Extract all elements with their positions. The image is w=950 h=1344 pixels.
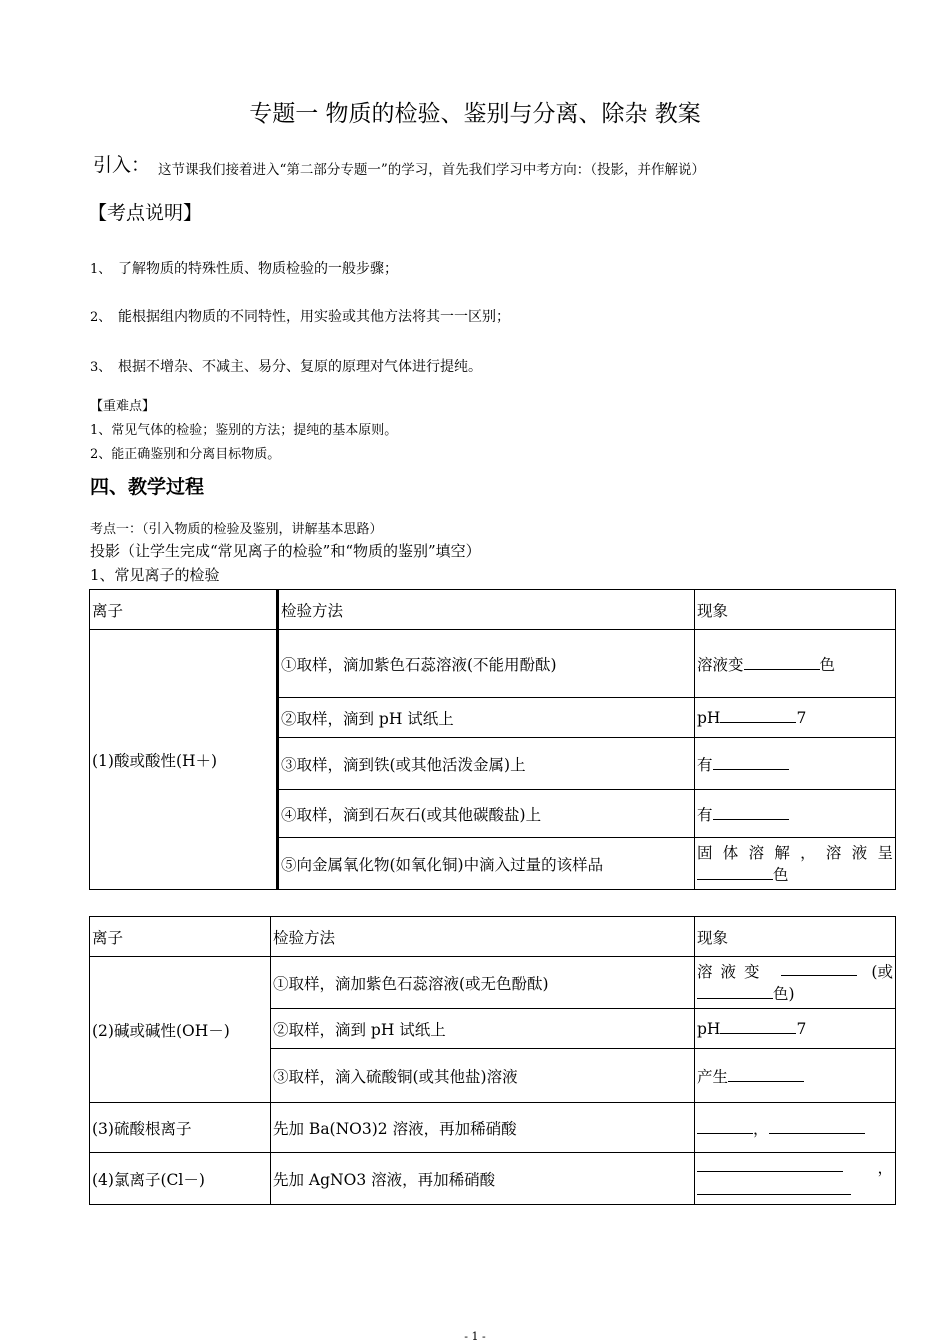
key-point-item: 1、常见气体的检验；鉴别的方法；提纯的基本原则。 [90,423,398,438]
fill-blank[interactable] [744,655,820,670]
method-cell: ⑤向金属氧化物(如氧化铜)中滴入过量的该样品 [278,838,695,890]
page-number: - 1 - [464,1330,486,1343]
fill-blank[interactable] [713,755,789,770]
page-title: 专题一 物质的检验、鉴别与分离、除杂 教案 [249,101,701,127]
subsection-heading: 1、常见离子的检验 [90,566,220,584]
phenomenon-cell: ， [695,1103,896,1153]
fill-blank[interactable] [697,865,773,880]
phenomenon-cell: 有 [695,738,896,790]
phenomenon-cell: pH 7 [695,698,896,738]
intro-text: 这节课我们接着进入“第二部分专题一”的学习，首先我们学习中考方向：（投影，并作解说） [158,162,706,178]
fill-blank[interactable] [697,1157,843,1172]
fill-blank[interactable] [713,805,789,820]
section-heading: 四、教学过程 [90,476,205,498]
fill-blank[interactable] [720,708,796,723]
phenomenon-cell: 溶液变 色 [695,630,896,698]
fill-blank[interactable] [769,1119,865,1134]
ion-cell: (3)硫酸根离子 [90,1103,271,1153]
header-method: 检验方法 [278,590,695,630]
point-one-text: 考点一：（引入物质的检验及鉴别，讲解基本思路） [90,522,383,537]
method-cell: ①取样，滴加紫色石蕊溶液(或无色酚酞) [271,957,695,1009]
exam-points-heading: 【考点说明】 [88,202,203,224]
phenomenon-cell: ， [695,1153,896,1205]
key-point-item: 2、能正确鉴别和分离目标物质。 [90,447,281,462]
ion-cell: (2)碱或碱性(OH－) [90,957,271,1103]
ion-cell: (4)氯离子(Cl－) [90,1153,271,1205]
phenomenon-cell: 有 [695,790,896,838]
phenomenon-cell: 溶液变 (或 色) [695,957,896,1009]
fill-blank[interactable] [697,1119,753,1134]
fill-blank[interactable] [697,984,773,999]
exam-point-item: 2、 能根据组内物质的不同特性，用实验或其他方法将其一一区别； [90,309,510,325]
phenomenon-cell: 产生 [695,1049,896,1103]
method-cell: 先加 AgNO3 溶液，再加稀硝酸 [271,1153,695,1205]
method-cell: ③取样，滴到铁(或其他活泼金属)上 [278,738,695,790]
header-method: 检验方法 [271,917,695,957]
header-ion: 离子 [90,917,271,957]
phenomenon-cell: pH 7 [695,1009,896,1049]
phenomenon-cell: 固体溶解，溶液呈 色 [695,838,896,890]
ion-test-table-acid [89,589,896,890]
key-points-heading: 【重难点】 [90,399,156,414]
method-cell: ④取样，滴到石灰石(或其他碳酸盐)上 [278,790,695,838]
header-phenomenon: 现象 [695,590,896,630]
exam-point-item: 1、 了解物质的特殊性质、物质检验的一般步骤； [90,261,398,277]
method-cell: ②取样，滴到 pH 试纸上 [278,698,695,738]
projection-text: 投影（让学生完成“常见离子的检验”和“物质的鉴别”填空） [90,542,481,560]
method-cell: ①取样，滴加紫色石蕊溶液(不能用酚酞) [278,630,695,698]
fill-blank[interactable] [697,1180,851,1195]
ion-cell: (1)酸或酸性(H＋) [90,630,278,890]
header-phenomenon: 现象 [695,917,896,957]
exam-point-item: 3、 根据不增杂、不减主、易分、复原的原理对气体进行提纯。 [90,359,482,375]
method-cell: 先加 Ba(NO3)2 溶液，再加稀硝酸 [271,1103,695,1153]
method-cell: ②取样，滴到 pH 试纸上 [271,1009,695,1049]
header-ion: 离子 [90,590,278,630]
ion-test-table-base [89,916,896,1205]
fill-blank[interactable] [720,1019,796,1034]
fill-blank[interactable] [781,961,857,976]
fill-blank[interactable] [728,1067,804,1082]
method-cell: ③取样，滴入硫酸铜(或其他盐)溶液 [271,1049,695,1103]
intro-label: 引入： [93,154,151,176]
